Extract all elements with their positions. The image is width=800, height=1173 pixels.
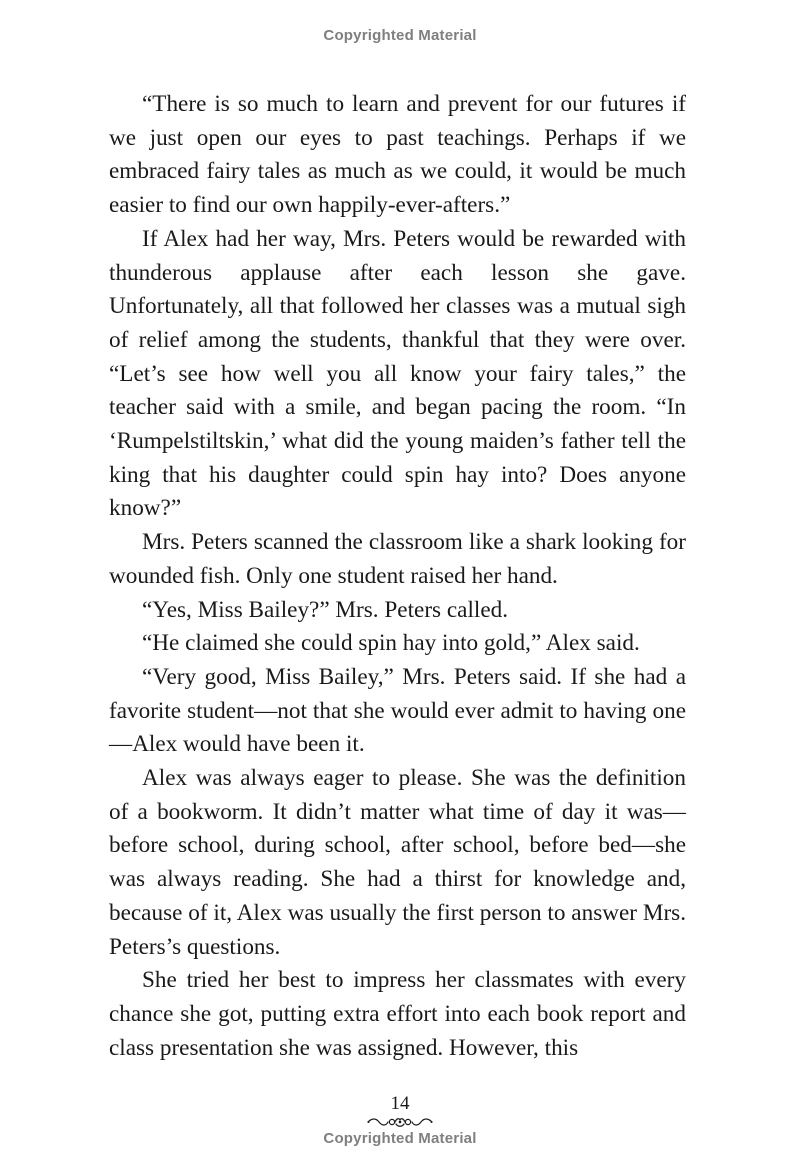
copyright-watermark-top: Copyrighted Material [323,27,477,44]
paragraph-6: “Very good, Miss Bailey,” Mrs. Peters said. If she had a favorite student—not that she would ever admit to having one—Alex would have been it. [109,663,686,758]
paragraph-4: “Yes, Miss Bailey?” Mrs. Peters called. [142,596,509,623]
flourish-ornament-icon [366,1116,434,1128]
paragraph-5: “He claimed she could spin hay into gold,” Alex said. [142,630,640,657]
paragraph-1: “There is so much to learn and prevent for our futures if we just open our eyes to past teachings. Perhaps if we embraced fairy tales as much as we could, it would be much easier to find our own happily-ever-afters.” [109,91,686,219]
page-number: 14 [390,1093,410,1114]
paragraph-8: She tried her best to impress her classmates with every chance she got, putting extra effort into each book report and class presentation she was assigned. However, this [109,967,686,1061]
paragraph-2: If Alex had her way, Mrs. Peters would be rewarded with thunderous applause after each lesson she gave. Unfortunately, all that followed her classes was a mutual sigh of relief among the students, thankful that they were over. “Let’s see how well you all know your fairy tales,” the teacher said with a smile, and began pacing the room. “In ‘Rumpelstiltskin,’ what did the young maiden’s father tell the king that his daughter could spin hay into? Does anyone know?” [109,225,686,522]
paragraph-3: Mrs. Peters scanned the classroom like a shark looking for wounded fish. Only one student raised her hand. [109,529,686,589]
paragraph-7: Alex was always eager to please. She was the definition of a bookworm. It didn’t matter what time of day it was—before school, during school, after school, before bed—she was always reading. She had a thirst for knowledge and, because of it, Alex was usually the first person to answer Mrs. Peters’s questions. [109,765,686,960]
book-page-body [109,88,686,1065]
copyright-watermark-bottom: Copyrighted Material [323,1130,477,1147]
